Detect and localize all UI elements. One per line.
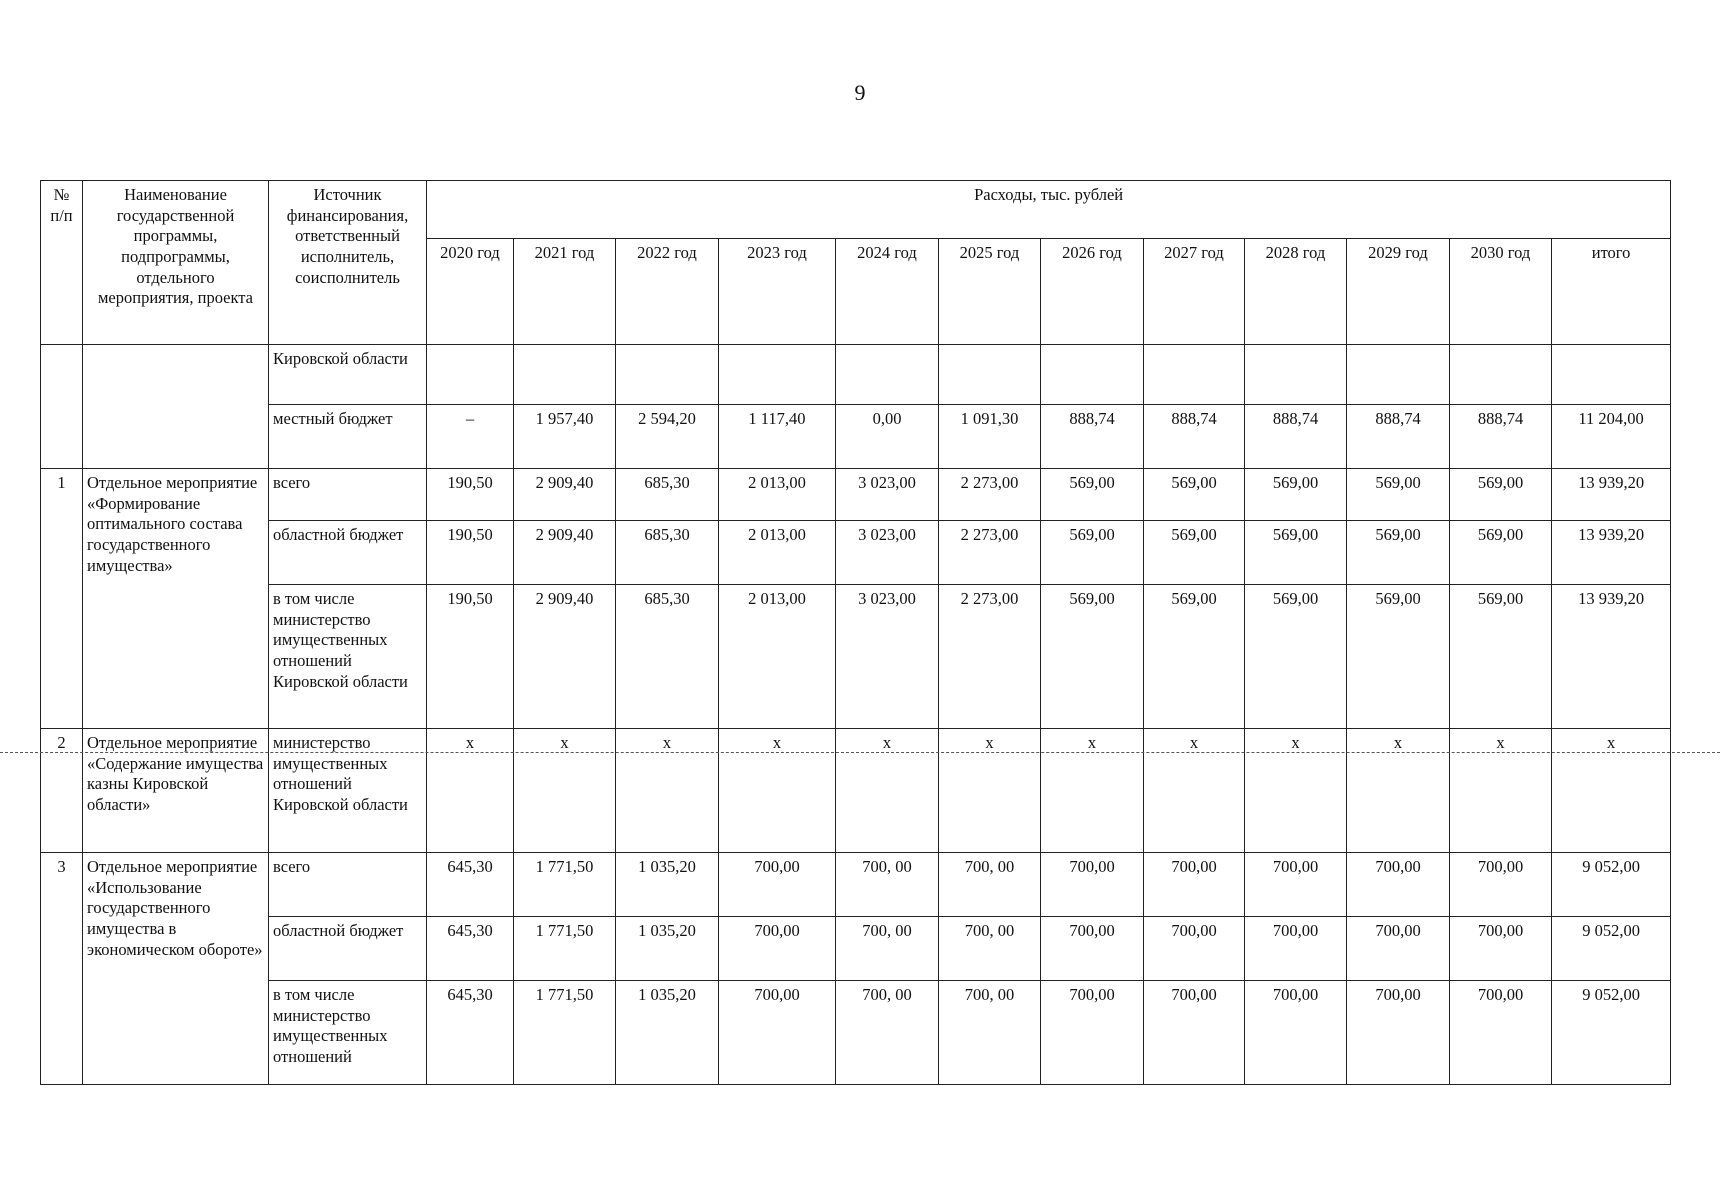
row-value: 1 771,50 [514, 853, 616, 917]
row-value: 2 013,00 [719, 585, 836, 729]
row-value: 2 909,40 [514, 585, 616, 729]
row-value: 2 013,00 [719, 521, 836, 585]
row-value: 700,00 [719, 853, 836, 917]
row-value: 888,74 [1450, 405, 1552, 469]
table-row [41, 345, 1671, 405]
row-value: 569,00 [1450, 585, 1552, 729]
row-value: 569,00 [1347, 521, 1450, 585]
row-value: 700,00 [1347, 853, 1450, 917]
row-value [427, 345, 514, 405]
row-value: – [427, 405, 514, 469]
header-name: Наименование государственной программы, подпрограммы, отдельного мероприятия, проекта [83, 181, 269, 345]
row-name: Отдельное мероприятие «Формирование оптимального состава государственного имущества» [83, 469, 269, 729]
row-value: 2 594,20 [616, 405, 719, 469]
row-value: 569,00 [1347, 469, 1450, 521]
row-value: 700,00 [1245, 981, 1347, 1085]
row-value: 2 013,00 [719, 469, 836, 521]
table-row [41, 981, 1671, 1085]
row-value: x [1144, 729, 1245, 853]
row-value [514, 345, 616, 405]
header-total: итого [1552, 239, 1671, 345]
row-value: 700,00 [1144, 853, 1245, 917]
row-value: 645,30 [427, 917, 514, 981]
header-year: 2021 год [514, 239, 616, 345]
row-value: 1 091,30 [939, 405, 1041, 469]
row-value: 685,30 [616, 469, 719, 521]
row-total: 11 204,00 [1552, 405, 1671, 469]
header-source: Источник финансирования, ответственный исполнитель, соисполнитель [269, 181, 427, 345]
table-row [41, 853, 1671, 917]
row-source: всего [269, 469, 427, 521]
header-year: 2027 год [1144, 239, 1245, 345]
row-value: 569,00 [1347, 585, 1450, 729]
row-name: Отдельное мероприятие «Использование государственного имущества в экономическом обороте» [83, 853, 269, 1085]
row-index [41, 345, 83, 469]
row-value: 700,00 [1450, 917, 1552, 981]
row-value: 2 909,40 [514, 521, 616, 585]
row-source: министерство имущественных отношений Кировской области [269, 729, 427, 853]
row-value: 700, 00 [836, 981, 939, 1085]
row-value: 569,00 [1245, 585, 1347, 729]
row-total: 9 052,00 [1552, 917, 1671, 981]
row-value [939, 345, 1041, 405]
page-number: 9 [854, 80, 866, 105]
row-value: x [514, 729, 616, 853]
row-value: 569,00 [1144, 585, 1245, 729]
row-value: 888,74 [1144, 405, 1245, 469]
header-idx: № п/п [41, 181, 83, 345]
row-value: 700,00 [1450, 981, 1552, 1085]
row-value: 569,00 [1450, 469, 1552, 521]
row-source: в том числе министерство имущественных отношений Кировской области [269, 585, 427, 729]
row-value: 190,50 [427, 585, 514, 729]
row-value: 700, 00 [939, 917, 1041, 981]
header-year: 2023 год [719, 239, 836, 345]
row-value [1347, 345, 1450, 405]
row-total [1552, 345, 1671, 405]
row-value: 700,00 [719, 981, 836, 1085]
row-name [83, 345, 269, 469]
row-value: x [616, 729, 719, 853]
row-value: 700, 00 [836, 853, 939, 917]
row-value: 569,00 [1041, 585, 1144, 729]
row-value: 700,00 [1347, 917, 1450, 981]
row-value: x [719, 729, 836, 853]
row-value: x [836, 729, 939, 853]
row-value: 685,30 [616, 521, 719, 585]
row-value [719, 345, 836, 405]
row-value: 700,00 [1347, 981, 1450, 1085]
table-row [41, 521, 1671, 585]
row-value: 2 273,00 [939, 585, 1041, 729]
row-value: 1 035,20 [616, 917, 719, 981]
row-value: 1 035,20 [616, 981, 719, 1085]
row-value: x [1041, 729, 1144, 853]
table-row [41, 469, 1671, 521]
row-value: x [1245, 729, 1347, 853]
row-value: 1 771,50 [514, 917, 616, 981]
row-value [616, 345, 719, 405]
row-value: x [427, 729, 514, 853]
row-value: 190,50 [427, 469, 514, 521]
row-value: 700,00 [1245, 853, 1347, 917]
row-value: 645,30 [427, 981, 514, 1085]
row-value: 700,00 [1450, 853, 1552, 917]
header-year: 2020 год [427, 239, 514, 345]
header-year: 2024 год [836, 239, 939, 345]
row-value: 0,00 [836, 405, 939, 469]
row-value: x [1450, 729, 1552, 853]
row-value: 685,30 [616, 585, 719, 729]
row-value: 3 023,00 [836, 521, 939, 585]
row-index: 3 [41, 853, 83, 1085]
row-value: 569,00 [1245, 469, 1347, 521]
row-source: областной бюджет [269, 521, 427, 585]
row-value: 700, 00 [939, 853, 1041, 917]
header-year: 2025 год [939, 239, 1041, 345]
row-value: 569,00 [1144, 521, 1245, 585]
row-total: x [1552, 729, 1671, 853]
row-value: 888,74 [1245, 405, 1347, 469]
row-value: 888,74 [1041, 405, 1144, 469]
row-value [836, 345, 939, 405]
row-value: 1 035,20 [616, 853, 719, 917]
row-value: 2 273,00 [939, 521, 1041, 585]
budget-table [40, 180, 1671, 1085]
header-year: 2029 год [1347, 239, 1450, 345]
header-year: 2030 год [1450, 239, 1552, 345]
table-row [41, 729, 1671, 853]
row-index: 2 [41, 729, 83, 853]
row-value: 1 117,40 [719, 405, 836, 469]
row-total: 9 052,00 [1552, 853, 1671, 917]
row-value: 190,50 [427, 521, 514, 585]
row-value: x [939, 729, 1041, 853]
row-source: в том числе министерство имущественных отношений [269, 981, 427, 1085]
header-year: 2028 год [1245, 239, 1347, 345]
row-value: 569,00 [1041, 521, 1144, 585]
table-row [41, 917, 1671, 981]
row-value: x [1347, 729, 1450, 853]
row-value: 700,00 [1245, 917, 1347, 981]
row-value: 569,00 [1144, 469, 1245, 521]
row-value: 700, 00 [836, 917, 939, 981]
row-name: Отдельное мероприятие «Содержание имущества казны Кировской области» [83, 729, 269, 853]
row-value [1144, 345, 1245, 405]
row-index: 1 [41, 469, 83, 729]
row-source: всего [269, 853, 427, 917]
header-year: 2022 год [616, 239, 719, 345]
row-value: 569,00 [1041, 469, 1144, 521]
row-value: 3 023,00 [836, 469, 939, 521]
table-row [41, 585, 1671, 729]
row-value: 3 023,00 [836, 585, 939, 729]
row-value [1450, 345, 1552, 405]
row-value [1245, 345, 1347, 405]
row-value: 1 957,40 [514, 405, 616, 469]
table-row [41, 405, 1671, 469]
row-total: 13 939,20 [1552, 469, 1671, 521]
row-value: 1 771,50 [514, 981, 616, 1085]
header-year: 2026 год [1041, 239, 1144, 345]
row-value: 700,00 [1144, 917, 1245, 981]
row-source: областной бюджет [269, 917, 427, 981]
row-total: 13 939,20 [1552, 521, 1671, 585]
row-value: 888,74 [1347, 405, 1450, 469]
header-expenses: Расходы, тыс. рублей [427, 181, 1671, 239]
row-value: 700,00 [719, 917, 836, 981]
row-value: 700,00 [1041, 981, 1144, 1085]
row-value: 569,00 [1450, 521, 1552, 585]
row-total: 13 939,20 [1552, 585, 1671, 729]
row-source: местный бюджет [269, 405, 427, 469]
row-source: Кировской области [269, 345, 427, 405]
scan-artifact-line [0, 752, 1720, 753]
row-value: 2 273,00 [939, 469, 1041, 521]
row-value: 569,00 [1245, 521, 1347, 585]
row-value: 2 909,40 [514, 469, 616, 521]
row-value: 700,00 [1041, 917, 1144, 981]
row-value: 645,30 [427, 853, 514, 917]
row-value: 700,00 [1041, 853, 1144, 917]
row-value [1041, 345, 1144, 405]
row-value: 700,00 [1144, 981, 1245, 1085]
row-value: 700, 00 [939, 981, 1041, 1085]
row-total: 9 052,00 [1552, 981, 1671, 1085]
